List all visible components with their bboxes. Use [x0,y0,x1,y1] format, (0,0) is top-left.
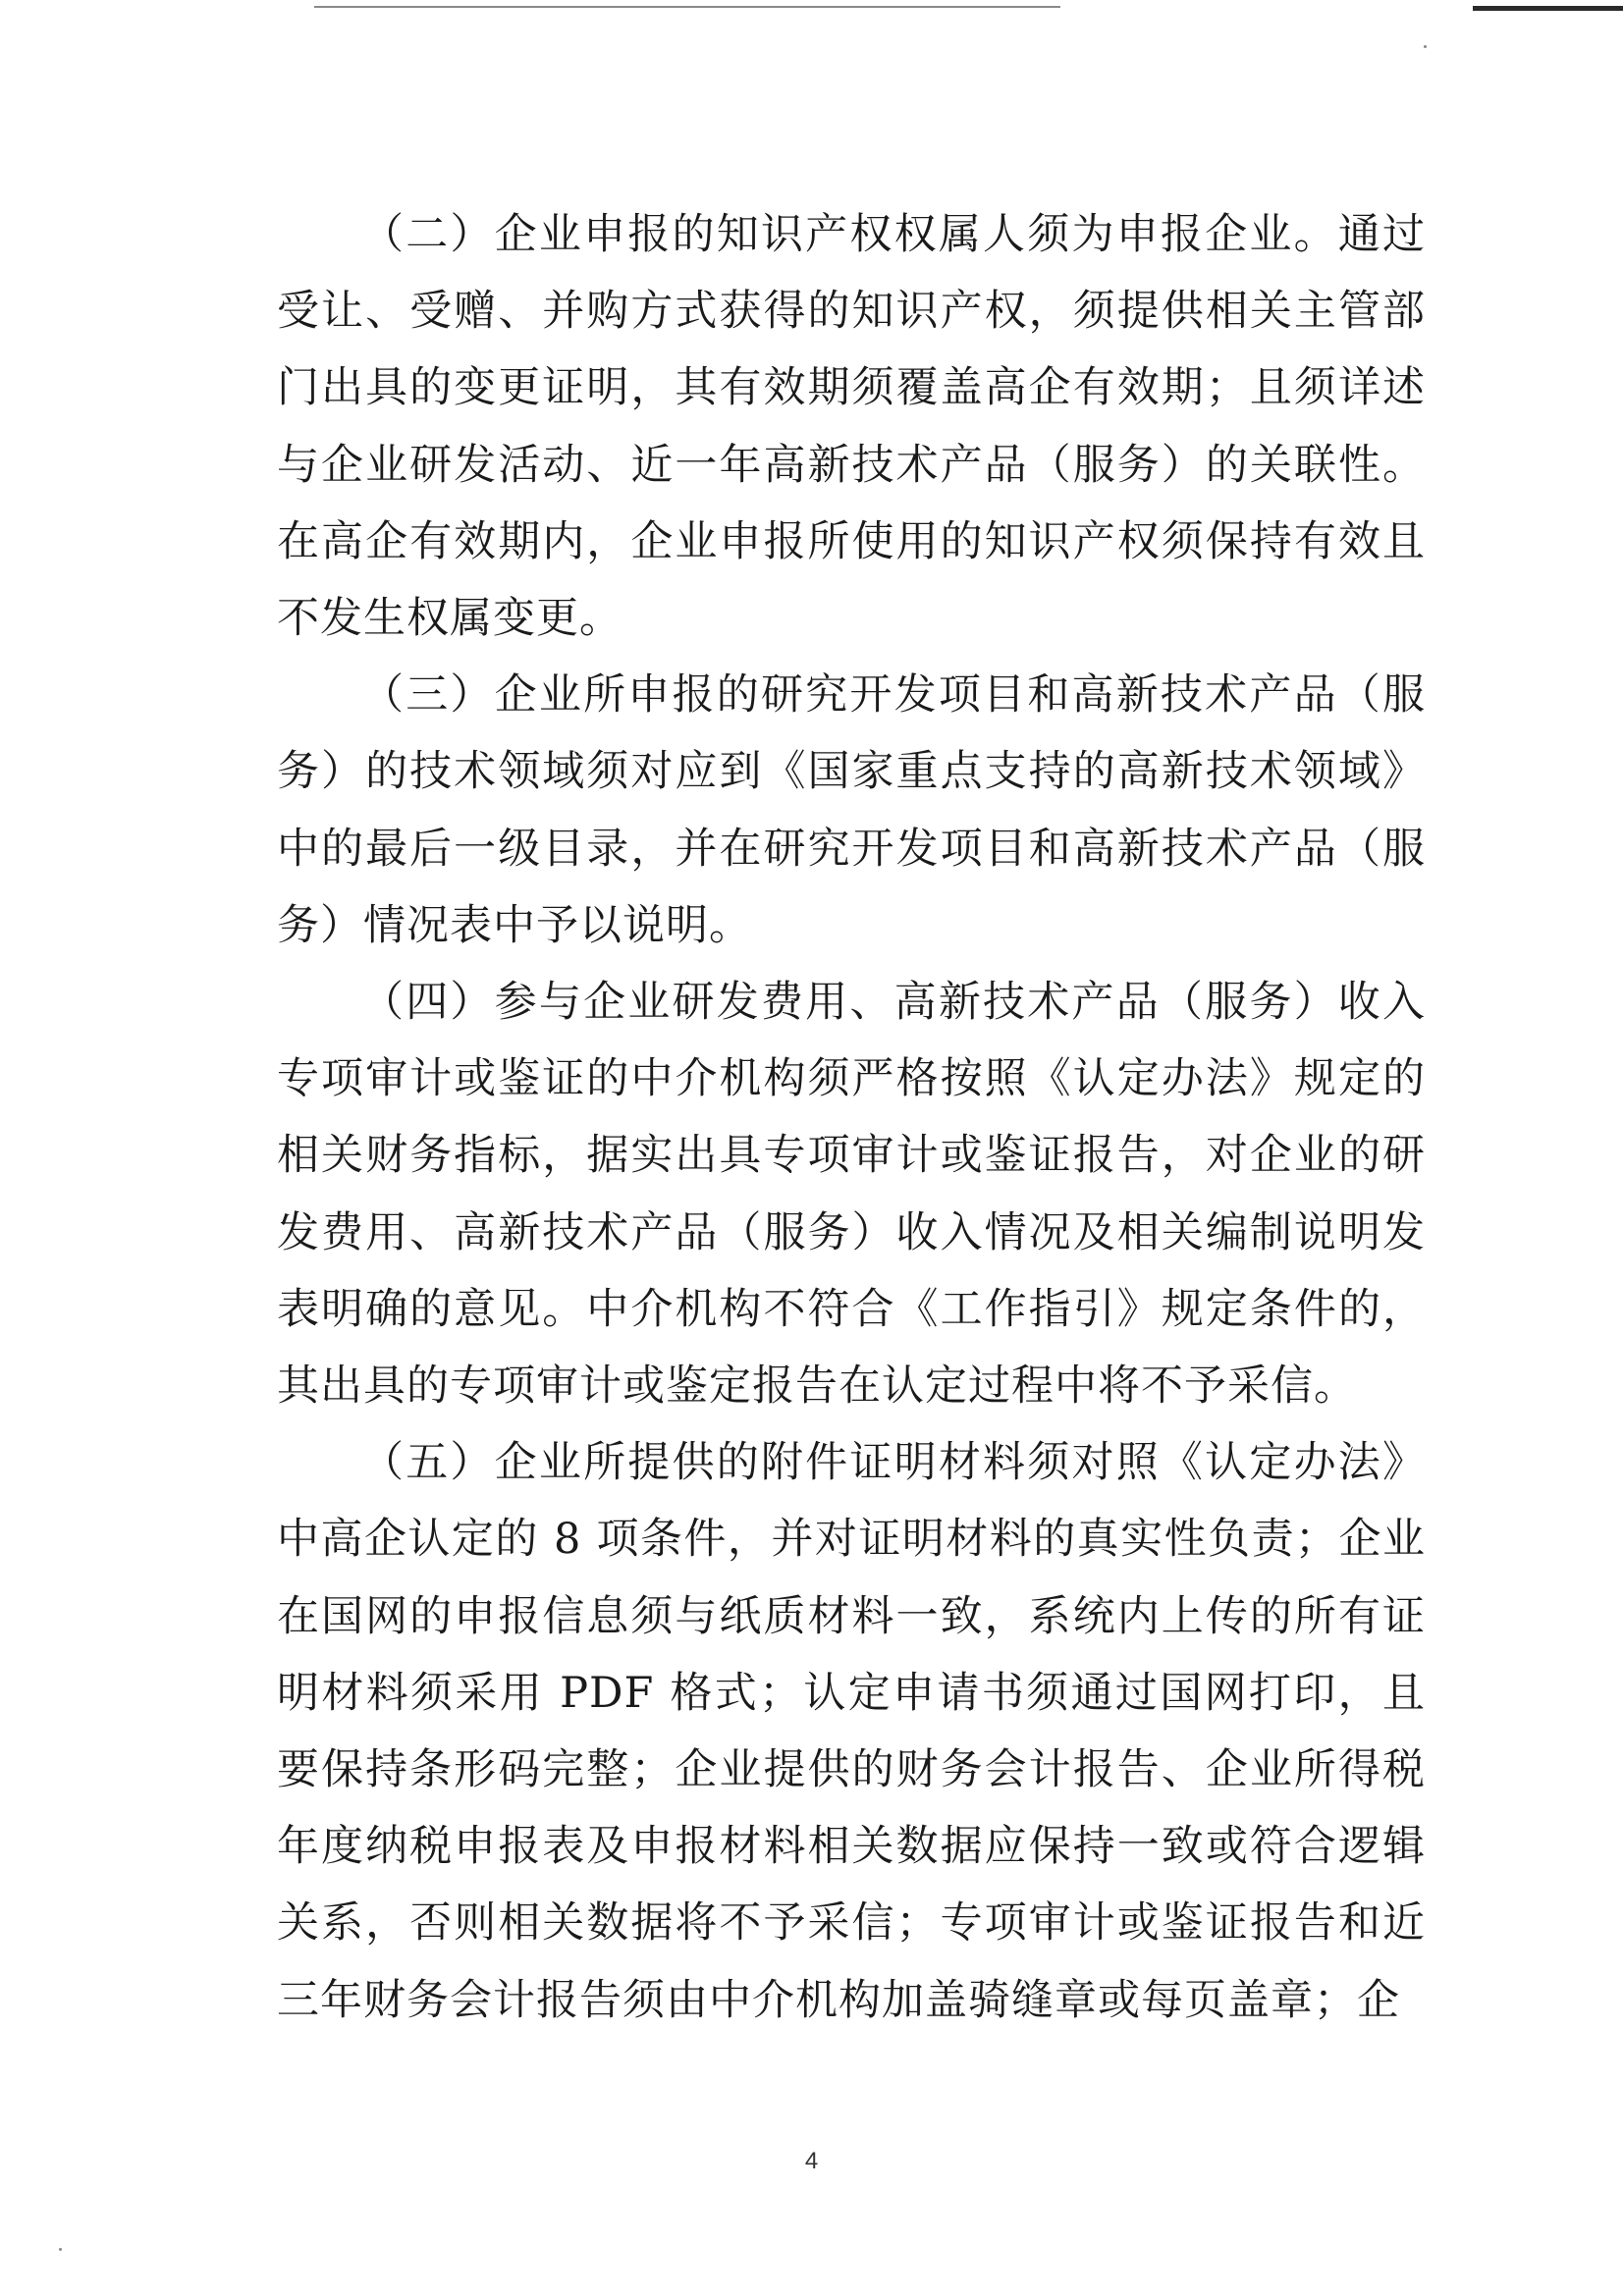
paragraph-3: （三）企业所申报的研究开发项目和高新技术产品（服务）的技术领域须对应到《国家重点支持的高新技术领域》中的最后一级目录，并在研究开发项目和高新技术产品（服务）情况表中予以说明。 [277,670,1426,950]
document-body [277,196,1426,2039]
scan-speck [1424,45,1427,48]
scan-border-line-right [1473,6,1623,11]
paragraph-2: （二）企业申报的知识产权权属人须为申报企业。通过受让、受赠、并购方式获得的知识产权，须提供相关主管部门出具的变更证明，其有效期须覆盖高企有效期；且须详述与企业研发活动、近一年高新技术产品（服务）的关联性。在高企有效期内，企业申报所使用的知识产权须保持有效且不发生权属变更。 [277,210,1426,644]
scan-border-line [314,6,1060,8]
scan-speck [59,2248,62,2251]
paragraph-4: （四）参与企业研发费用、高新技术产品（服务）收入专项审计或鉴证的中介机构须严格按照《认定办法》规定的相关财务指标，据实出具专项审计或鉴证报告，对企业的研发费用、高新技术产品（服务）收入情况及相关编制说明发表明确的意见。中介机构不符合《工作指引》规定条件的，其出具的专项审计或鉴定报告在认定过程中将不予采信。 [277,978,1426,1412]
page-number: 4 [804,2148,819,2174]
paragraph-5: （五）企业所提供的附件证明材料须对照《认定办法》中高企认定的 8 项条件，并对证明材料的真实性负责；企业在国网的申报信息须与纸质材料一致，系统内上传的所有证明材料须采用 PDF 格式；认定申请书须通过国网打印，且要保持条形码完整；企业提供的财务会计报告、企业所得税年度纳税申报表及申报材料相关数据应保持一致或符合逻辑关系，否则相关数据将不予采信；专项审计或鉴证报告和近三年财务会计报告须由中介机构加盖骑缝章或每页盖章；企 [277,1438,1426,2025]
